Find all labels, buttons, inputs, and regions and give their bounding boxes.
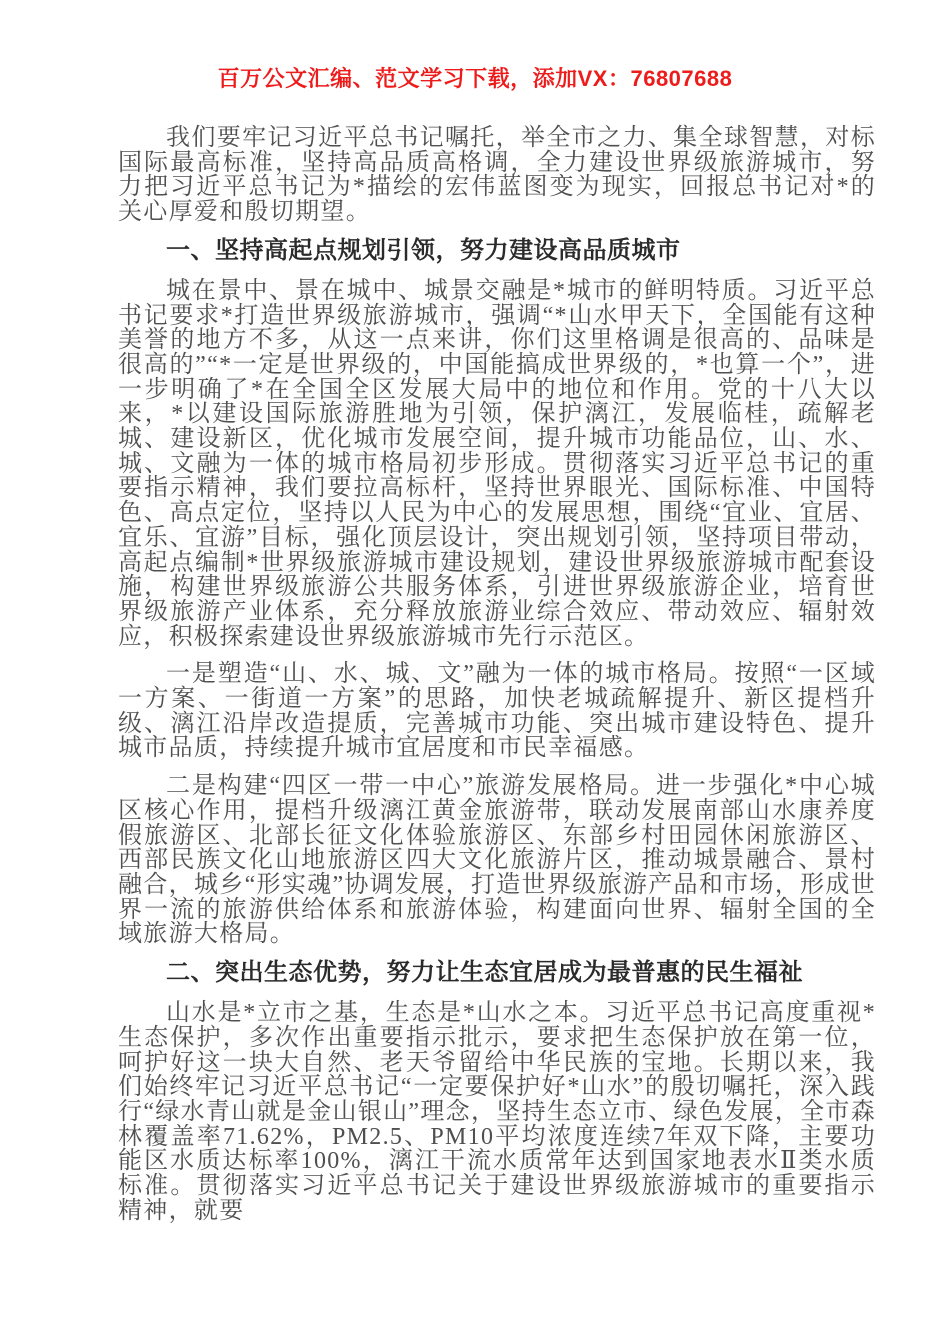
section-heading: 一、坚持高起点规划引领，努力建设高品质城市 [166,236,681,264]
section-heading: 二、突出生态优势，努力让生态宜居成为最普惠的民生福祉 [166,959,803,987]
paragraph: 一是塑造“山、水、城、文”融为一体的城市格局。按照“一区域一方案、一街道一方案”的思路，加快老城疏解提升、新区提档升级、漓江沿岸改造提质，完善城市功能、突出城市建设特色、提升城市品质，持续提升城市宜居度和市民幸福感。 [118,661,876,762]
paragraph: 城在景中、景在城中、城景交融是*城市的鲜明特质。习近平总书记要求*打造世界级旅游城市，强调“*山水甲天下，全国能有这种美誉的地方不多，从这一点来讲，你们这里格调是很高的、品味是很高的”“*一定是世界级的，中国能搞成世界级的，*也算一个”，进一步明确了*在全国全区发展大局中的地位和作用。党的十八大以来，*以建设国际旅游胜地为引领，保护漓江，发展临桂，疏解老城、建设新区，优化城市发展空间，提升城市功能品位，山、水、城、文融为一体的城市格局初步形成。贯彻落实习近平总书记的重要指示精神，我们要拉高标杆，坚持世界眼光、国际标准、中国特色、高点定位，坚持以人民为中心的发展思想，围绕“宜业、宜居、宜乐、宜游”目标，强化顶层设计，突出规划引领，坚持项目带动，高起点编制*世界级旅游城市建设规划，建设世界级旅游城市配套设施，构建世界级旅游公共服务体系，引进世界级旅游企业，培育世界级旅游产业体系，充分释放旅游业综合效应、带动效应、辐射效应，积极探索建设世界级旅游城市先行示范区。 [118,277,876,650]
document-body [118,126,876,1223]
paragraph: 山水是*立市之基，生态是*山水之本。习近平总书记高度重视*生态保护，多次作出重要指示批示，要求把生态保护放在第一位，呵护好这一块大自然、老天爷留给中华民族的宝地。长期以来，我们始终牢记习近平总书记“一定要保护好*山水”的殷切嘱托，深入践行“绿水青山就是金山银山”理念，坚持生态立市、绿色发展，全市森林覆盖率71.62%，PM2.5、PM10平均浓度连续7年双下降，主要功能区水质达标率100%，漓江干流水质常年达到国家地表水Ⅱ类水质标准。贯彻落实习近平总书记关于建设世界级旅游城市的重要指示精神，就要 [118,1000,876,1224]
paragraph: 二是构建“四区一带一中心”旅游发展格局。进一步强化*中心城区核心作用，提档升级漓江黄金旅游带，联动发展南部山水康养度假旅游区、北部长征文化体验旅游区、东部乡村田园休闲旅游区、西部民族文化山地旅游区四大文化旅游片区，推动城景融合、景村融合，城乡“形实魂”协调发展，打造世界级旅游产品和市场，形成世界一流的旅游供给体系和旅游体验，构建面向世界、辐射全国的全域旅游大格局。 [118,773,876,948]
paragraph: 我们要牢记习近平总书记嘱托，举全市之力、集全球智慧，对标国际最高标准，坚持高品质高格调，全力建设世界级旅游城市，努力把习近平总书记为*描绘的宏伟蓝图变为现实，回报总书记对*的关心厚爱和殷切期望。 [118,125,876,226]
promo-banner: 百万公文汇编、范文学习下载，添加VX：76807688 [217,66,733,91]
